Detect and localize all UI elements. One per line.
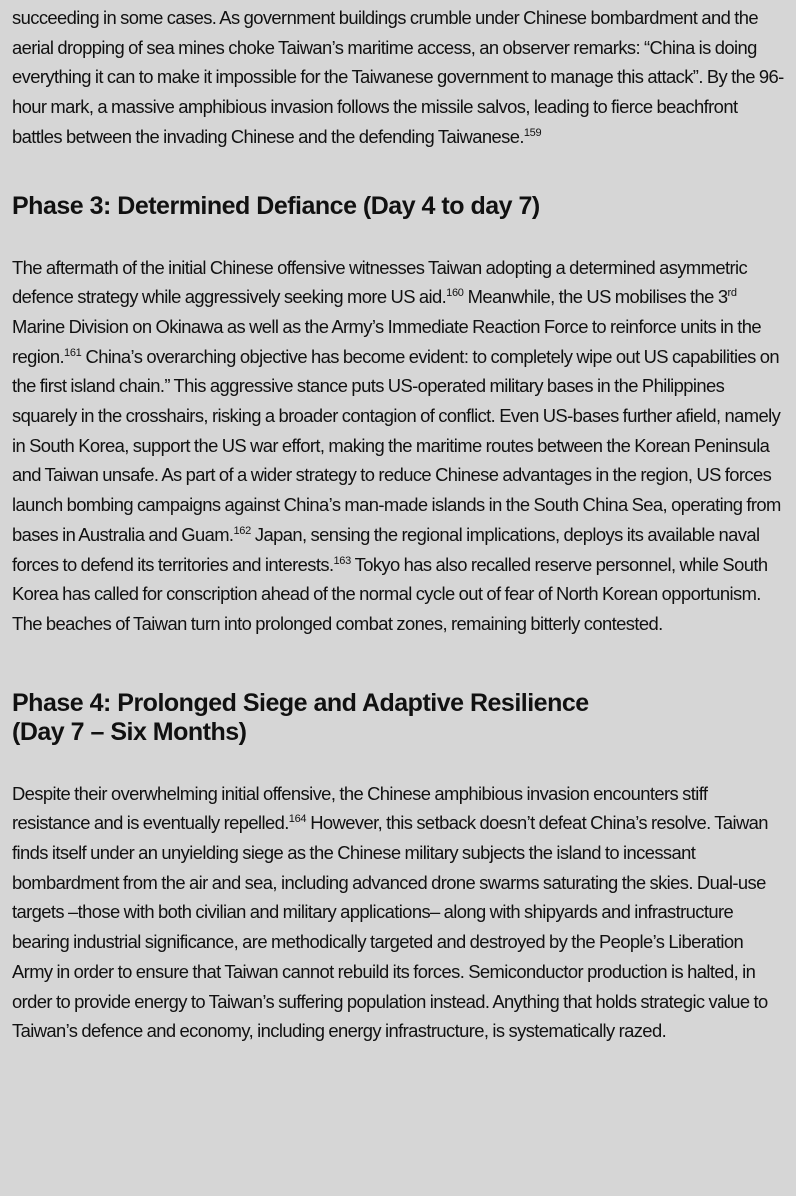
- phase-4-paragraph: [12, 779, 786, 1046]
- footnote-ref-159[interactable]: 159: [523, 126, 542, 139]
- footnote-ref-164[interactable]: 164: [288, 813, 307, 826]
- footnote-ref-162[interactable]: 162: [233, 524, 251, 537]
- spacer: [12, 747, 786, 779]
- phase-3-text-5: Japan, sensing the regional implications, deploys its available naval forces to defend its territories and interests.: [12, 523, 760, 575]
- phase-3-text-1: The aftermath of the initial Chinese offensive witnesses Taiwan adopting a determined asymmetric defence strategy while aggressively seeking more US aid.: [12, 256, 748, 308]
- intro-paragraph: [12, 3, 786, 152]
- spacer: [12, 152, 786, 192]
- phase-4-text-1: Despite their overwhelming initial offensive, the Chinese amphibious invasion encounters stiff resistance and is eventually repelled.: [12, 782, 708, 834]
- spacer: [12, 639, 786, 689]
- phase-4-text-2: However, this setback doesn’t defeat China’s resolve. Taiwan finds itself under an unyielding siege as the Chinese military subjects the island to incessant bombardment from the air and sea, including advanced drone swarms saturating the skies. Dual-use targets –those with both civilian and military applications– along with shipyards and infrastructure bearing industrial significance, are methodically targeted and destroyed by the People’s Liberation Army in order to ensure that Taiwan cannot rebuild its forces. Semiconductor production is halted, in order to provide energy to Taiwan’s suffering population instead. Anything that holds strategic value to Taiwan’s defence and economy, including energy infrastructure, is systematically razed.: [12, 812, 768, 1042]
- footnote-ref-161[interactable]: 161: [64, 346, 82, 359]
- phase-3-paragraph: [12, 253, 786, 639]
- phase-3-text-3: Marine Division on Okinawa as well as the Army’s Immediate Reaction Force to reinforce units in the region.: [12, 315, 761, 367]
- phase-4-heading: [12, 689, 786, 747]
- spacer: [12, 221, 786, 253]
- footnote-ref-160[interactable]: 160: [446, 287, 464, 300]
- phase-3-text-2: Meanwhile, the US mobilises the 3: [463, 286, 728, 308]
- phase-3-heading: Phase 3: Determined Defiance (Day 4 to day 7): [12, 191, 540, 220]
- phase-3-text-4: China’s overarching objective has become evident: to completely wipe out US capabilities on the first island chain.” This aggressive stance puts US-operated military bases in the Philippines squarely in the crosshairs, risking a broader contagion of conflict. Even US-bases further afield, namely in South Korea, support the US war effort, making the maritime routes between the Korean Peninsula and Taiwan unsafe. As part of a wider strategy to reduce Chinese advantages in the region, US forces launch bombing campaigns against China’s man-made islands in the South China Sea, operating from bases in Australia and Guam.: [12, 345, 781, 545]
- ordinal-suffix: rd: [727, 287, 737, 300]
- intro-text: succeeding in some cases. As government buildings crumble under Chinese bombardment and the aerial dropping of sea mines choke Taiwan’s maritime access, an observer remarks: “China is doing everything it can to make it impossible for the Taiwanese government to manage this attack”. By the 96-hour mark, a massive amphibious invasion follows the missile salvos, leading to fierce beachfront battles between the invading Chinese and the defending Taiwanese.: [12, 7, 784, 147]
- footnote-ref-163[interactable]: 163: [333, 554, 351, 567]
- phase-3-text-6: Tokyo has also recalled reserve personnel, while South Korea has called for conscription ahead of the normal cycle out of fear of North Korean opportunism. The beaches of Taiwan turn into prolonged combat zones, remaining bitterly contested.: [12, 553, 768, 634]
- phase-4-heading-line-1: Phase 4: Prolonged Siege and Adaptive Resilience: [12, 688, 589, 717]
- phase-4-heading-line-2: (Day 7 – Six Months): [12, 717, 247, 746]
